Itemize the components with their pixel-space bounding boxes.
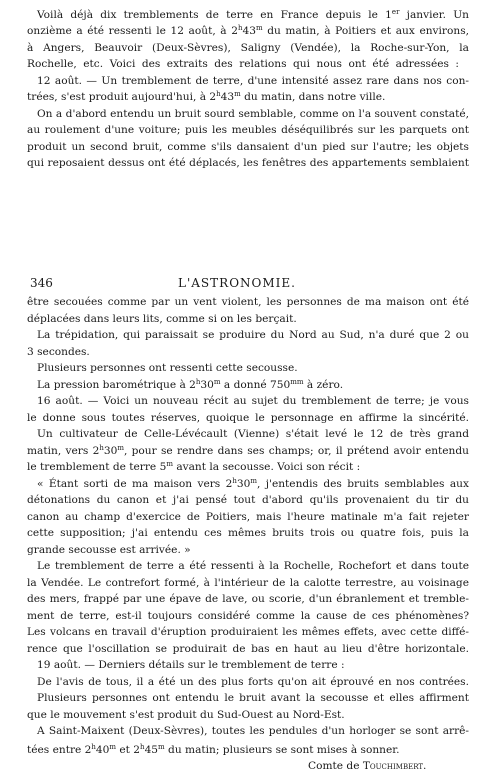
text-line: le donne sous toutes réserves, quoique le personnage en affirme la sincérité. <box>27 412 469 424</box>
text-line: Le tremblement de terre a été ressenti à la Rochelle, Rochefort et dans toute <box>37 560 469 572</box>
running-head-title: L'ASTRONOMIE. <box>178 276 296 290</box>
text-line: trées, s'est produit aujourd'hui, à 2$^h$43$^m$ du matin, dans notre ville. <box>27 90 386 103</box>
text-line: matin, vers 2$^h$30$^m$, pour se rendre dans ses champs; or, il prétend avoir entendu <box>27 444 469 457</box>
text-line: au roulement d'une voiture; puis les meubles déséquilibrés sur les parquets ont <box>27 124 469 136</box>
text-line: A Saint-Maixent (Deux-Sèvres), toutes les pendules d'un horloger se sont arrê- <box>37 725 469 737</box>
signature-name: Touchimbert. <box>362 760 427 772</box>
text-line: détonations du canon et j'ai pensé tout d'abord qu'ils provenaient du tir du <box>27 494 469 506</box>
text-line: La pression barométrique à 2$^h$30$^m$ a donné $750^{mm}$ à zéro. <box>37 378 344 391</box>
text-line: être secouées comme par un vent violent, les personnes de ma maison ont été <box>27 296 469 308</box>
text-line: 12 août. — Un tremblement de terre, d'une intensité assez rare dans nos con- <box>37 75 469 87</box>
text-line: Voilà déjà dix tremblements de terre en France depuis le 1er janvier. Un <box>37 8 469 21</box>
text-line: qui reposaient dessus ont été déplacés, les fenêtres des appartements semblaient <box>27 157 469 169</box>
text-line: Rochelle, etc. Voici des extraits des relations qui nous ont été adressées : <box>27 58 459 70</box>
text-line: onzième a été ressenti le 12 août, à 2$^h$43$^m$ du matin, à Poitiers et aux environs, <box>27 24 469 37</box>
text-line: Les volcans en travail d'éruption produiraient les mêmes effets, avec cette diffé- <box>27 626 469 638</box>
text-line: cette supposition; j'ai entendu ces mêmes bruits trois ou quatre fois, puis la <box>27 527 469 539</box>
text-line: des mers, frappé par une épave de lave, ou scorie, d'un ébranlement et tremble- <box>27 593 469 605</box>
text-line: On a d'abord entendu un bruit sourd semblable, comme on l'a souvent constaté, <box>37 108 469 120</box>
text-line: que le mouvement s'est produit du Sud-Ouest au Nord-Est. <box>27 709 345 721</box>
page-number: 346 <box>30 276 53 290</box>
text-line: De l'avis de tous, il a été un des plus forts qu'on ait éprouvé en nos contrées. <box>37 676 469 688</box>
text-line: tées entre 2$^h$40$^m$ et 2$^h$45$^m$ du matin; plusieurs se sont mises à sonner. <box>27 743 400 756</box>
text-line: La trépidation, qui paraissait se produire du Nord au Sud, n'a duré que 2 ou <box>37 329 469 341</box>
text-line: Un cultivateur de Celle-Lévécault (Vienne) s'était levé le 12 de très grand <box>37 428 469 440</box>
text-line: canon au champ d'exercice de Poitiers, mais l'heure matinale m'a fait rejeter <box>27 511 469 523</box>
text-line: 19 août. — Derniers détails sur le tremblement de terre : <box>37 659 345 671</box>
running-header <box>0 274 500 292</box>
signature-line: Comte de Touchimbert. <box>308 760 427 772</box>
text-line: produit un second bruit, comme s'ils dansaient d'un pied sur l'autre; les objets <box>27 141 469 153</box>
text-line: à Angers, Beauvoir (Deux-Sèvres), Saligny (Vendée), la Roche-sur-Yon, la <box>27 42 469 54</box>
text-line: Plusieurs personnes ont ressenti cette secousse. <box>37 362 298 374</box>
text-line: la Vendée. Le contrefort formé, à l'intérieur de la calotte terrestre, au voisinage <box>27 577 469 589</box>
text-line: « Étant sorti de ma maison vers 2$^h$30$^m$, j'entendis des bruits semblables aux <box>37 477 469 490</box>
text-line: ment de terre, est-il toujours considéré comme la cause de ces phénomènes? <box>27 610 469 622</box>
text-line: Plusieurs personnes ont entendu le bruit avant la secousse et elles affirment <box>37 692 469 704</box>
text-line: 16 août. — Voici un nouveau récit au sujet du tremblement de terre; je vous <box>37 395 469 407</box>
text-line: grande secousse est arrivée. » <box>27 544 191 556</box>
text-line: le tremblement de terre 5$^m$ avant la secousse. Voici son récit : <box>27 460 361 473</box>
text-line: rence que l'oscillation se produirait de bas en haut au lieu d'être horizontale. <box>27 643 469 655</box>
text-line: 3 secondes. <box>27 346 90 358</box>
text-line: déplacées dans leurs lits, comme si on les berçait. <box>27 313 297 325</box>
